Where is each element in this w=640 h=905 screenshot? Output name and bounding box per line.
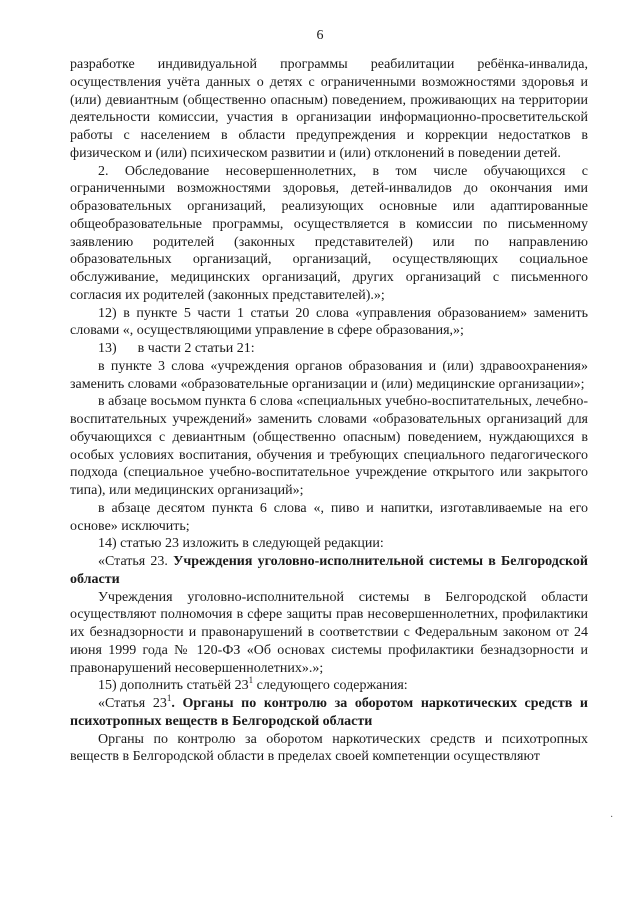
paragraph-abzac-10: в абзаце десятом пункта 6 слова «, пиво и напитки, изготавливаемые на его основе» исключить; [70, 500, 588, 534]
article-23-prefix: «Статья 23. [98, 554, 174, 569]
paragraph-continuation: разработке индивидуальной программы реабилитации ребёнка-инвалида, осуществления учёта данных о детях с ограниченными возможностями здоровья и (или) девиантным (общественно опасным) поведением, проживающих на территории деятельности комиссии, участия в организации информационно-просветительской работы с населением в области предупреждения и коррекции недостатков в физическом и (или) психическом развитии и (или) отклонений в поведении детей. [70, 57, 588, 161]
article-23-1-heading: Органы по контролю за оборотом наркотических средств и психотропных веществ в Белгородской области [70, 696, 588, 729]
paragraph-item-15 [70, 677, 588, 695]
article-23-1-prefix: «Статья 23 [98, 696, 167, 711]
paragraph-point-3: в пункте 3 слова «учреждения органов образования и (или) здравоохранения» заменить словами «образовательные организации и (или) медицинские организации»; [70, 358, 588, 392]
paragraph-item-12: 12) в пункте 5 части 1 статьи 20 слова «управления образованием» заменить словами «, осуществляющими управление в сфере образования,»; [70, 305, 588, 339]
paragraph-abzac-8: в абзаце восьмом пункта 6 слова «специальных учебно-воспитательных, лечебно-воспитательных учреждений» заменить словами «образовательных организаций для обучающихся с девиантным (общественно опасным) поведением, нуждающихся в особых условиях воспитания, обучения и требующих специального педагогического подхода (специальное учебно-воспитательное учреждение открытого или закрытого типа), или медицинских организаций»; [70, 394, 588, 498]
article-23-1-superscript: 1 [166, 693, 172, 703]
paragraph-examination: 2. Обследование несовершеннолетних, в том числе обучающихся с ограниченными возможностями здоровья, детей-инвалидов до окончания ими образовательных организаций, реализующих основные или адаптированные общеобразовательные программы, осуществляется в комиссии по письменному заявлению родителей (законных представителей) или по направлению образовательных организаций, организаций, осуществляющих социальное обслуживание, медицинских организаций, других организаций с письменного согласия их родителей (законных представителей).»; [70, 163, 588, 303]
article-23-heading: Учреждения уголовно-исполнительной системы в Белгородской области [70, 554, 588, 587]
item-15-text-end: следующего содержания: [253, 678, 408, 694]
item-15-superscript: 1 [248, 675, 254, 686]
article-23-1-text: Органы по контролю за оборотом наркотических средств и психотропных веществ в Белгородской области в пределах своей компетенции осуществляют [70, 731, 588, 765]
article-23-1-title [70, 695, 588, 731]
document-body [70, 56, 588, 766]
paragraph-item-13: 13) в части 2 статьи 21: [98, 341, 255, 356]
paragraph-item-14: 14) статью 23 изложить в следующей редакции: [98, 536, 384, 552]
scan-mark: · [610, 812, 614, 823]
page-number: 6 [316, 28, 324, 43]
item-15-text: 15) дополнить статьёй 23 [98, 678, 249, 694]
article-23-title [70, 553, 588, 589]
article-23-text: Учреждения уголовно-исполнительной системы в Белгородской области осуществляют полномочия в сфере защиты прав несовершеннолетних, профилактики их безнадзорности и правонарушений в соответствии с Федеральным законом от 24 июня 1999 года № 120-ФЗ «Об основах системы профилактики безнадзорности и правонарушений несовершеннолетних».»; [70, 589, 588, 676]
article-23-1-dot: . [171, 696, 183, 711]
